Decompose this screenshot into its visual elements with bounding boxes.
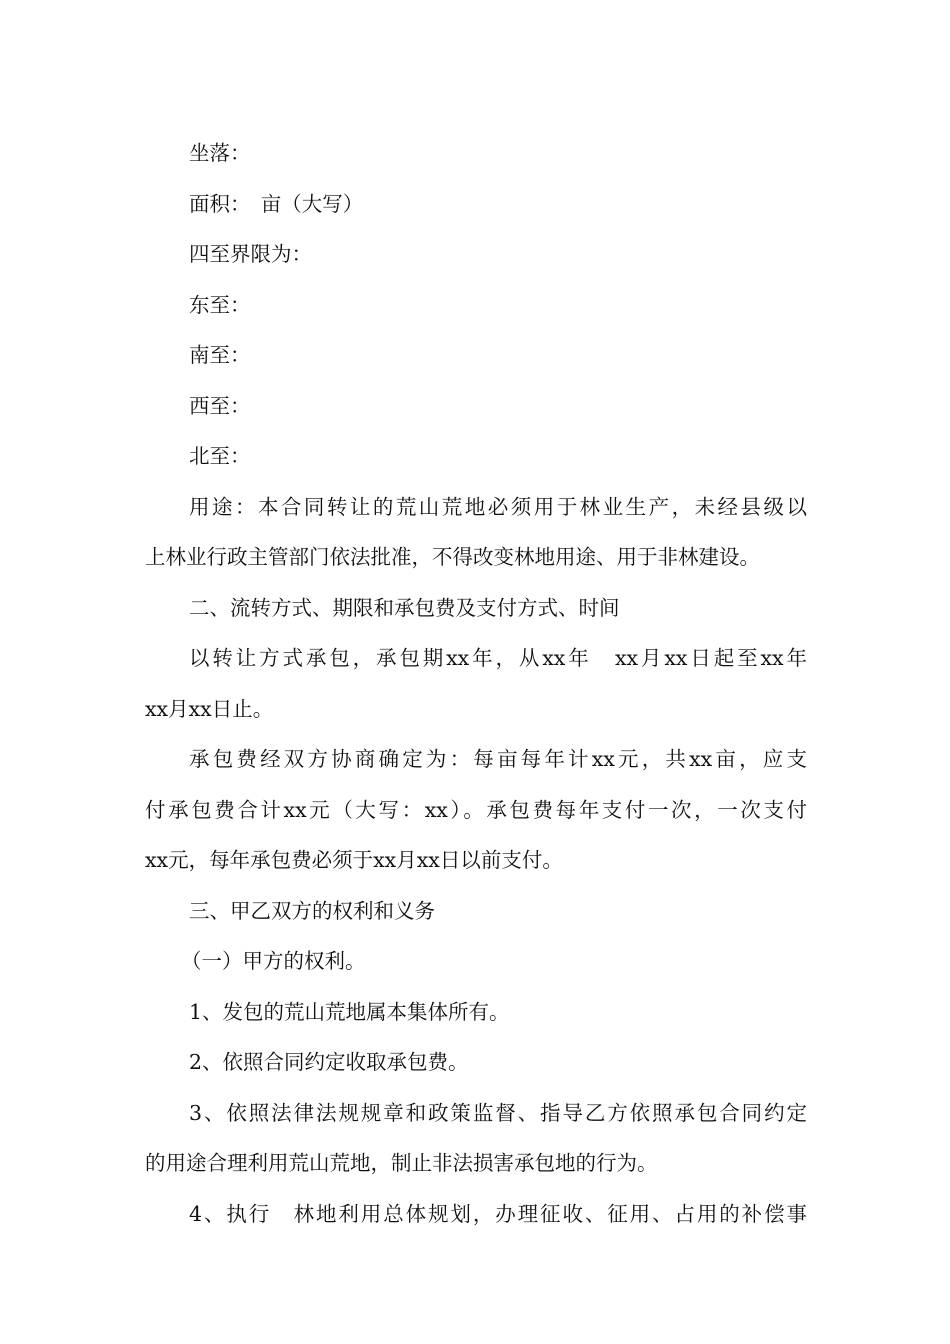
right-item-2: 2、依照合同约定收取承包费。 xyxy=(189,1050,469,1074)
document-body xyxy=(145,128,807,1239)
section-three-heading: 三、甲乙双方的权利和义务 xyxy=(189,898,435,923)
location-line: 坐落： xyxy=(189,141,251,165)
east-boundary-line: 东至： xyxy=(189,292,251,317)
section-two-heading: 二、流转方式、期限和承包费及支付方式、时间 xyxy=(189,595,620,620)
north-boundary-line: 北至： xyxy=(189,444,251,468)
usage-paragraph-line-2: 上林业行政主管部门依法批准，不得改变林地用途、用于非林建设。 xyxy=(145,545,760,569)
right-item-3-line-1: 3、依照法律法规规章和政策监督、指导乙方依照承包合同约定 xyxy=(189,1100,807,1125)
boundary-heading: 四至界限为： xyxy=(189,242,312,266)
fee-paragraph-line-3: xx元，每年承包费必须于xx月xx日以前支付。 xyxy=(145,848,563,872)
fee-paragraph-line-2: 付承包费合计xx元（大写：xx）。承包费每年支付一次，一次支付 xyxy=(145,797,807,822)
south-boundary-line: 南至： xyxy=(189,343,251,367)
term-paragraph-line-2: xx月xx日止。 xyxy=(145,696,274,721)
west-boundary-line: 西至： xyxy=(189,393,251,418)
term-paragraph-line-1: 以转让方式承包，承包期xx年，从xx年 xx月xx日起至xx年 xyxy=(189,646,807,670)
right-item-3-line-2: 的用途合理利用荒山荒地，制止非法损害承包地的行为。 xyxy=(145,1151,658,1175)
right-item-1: 1、发包的荒山荒地属本集体所有。 xyxy=(189,999,510,1024)
area-line: 面积： 亩（大写） xyxy=(189,191,364,216)
party-a-rights-heading: （一）甲方的权利。 xyxy=(181,949,366,973)
fee-paragraph-line-1: 承包费经双方协商确定为：每亩每年计xx元，共xx亩，应支 xyxy=(189,747,807,771)
usage-paragraph-line-1: 用途：本合同转让的荒山荒地必须用于林业生产，未经县级以 xyxy=(189,494,807,519)
right-item-4-line-1: 4、执行 林地利用总体规划，办理征收、征用、占用的补偿事 xyxy=(189,1201,807,1226)
